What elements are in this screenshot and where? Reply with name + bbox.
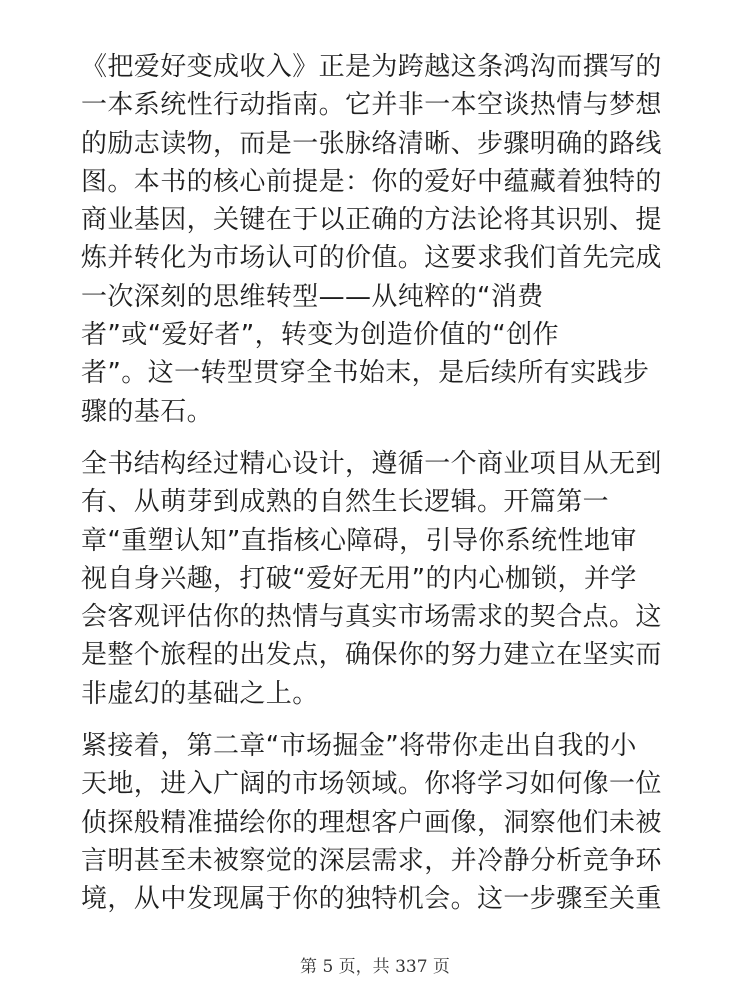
text-line: 非虚幻的基础之上。 [81, 678, 319, 709]
text-line: 视自身兴趣，打破“爱好无用”的内心枷锁，并学 [81, 563, 637, 594]
text-line: 会客观评估你的热情与真实市场需求的契合点。这 [81, 602, 662, 633]
text-line: 炼并转化为市场认可的价值。这要求我们首先完成 [81, 243, 662, 274]
page-number-footer: 第 5 页，共 337 页 [300, 957, 450, 977]
text-line: 者”。这一转型贯穿全书始末，是后续所有实践步 [81, 358, 650, 389]
page-body [81, 48, 681, 933]
text-line: 天地，进入广阔的市场领域。你将学习如何像一位 [81, 769, 662, 800]
text-line: 有、从萌芽到成熟的自然生长逻辑。开篇第一 [81, 487, 610, 518]
paragraph-2 [81, 445, 681, 713]
text-line: 一本系统性行动指南。它并非一本空谈热情与梦想 [81, 90, 662, 121]
text-line: 境，从中发现属于你的独特机会。这一步骤至关重 [81, 884, 662, 915]
text-line: 侦探般精准描绘你的理想客户画像，洞察他们未被 [81, 807, 662, 838]
text-line: 紧接着，第二章“市场掘金”将带你走出自我的小 [81, 731, 637, 762]
text-line: 的励志读物，而是一张脉络清晰、步骤明确的路线 [81, 128, 662, 159]
text-line: 全书结构经过精心设计，遵循一个商业项目从无到 [81, 448, 662, 479]
text-line: 骤的基石。 [81, 396, 214, 427]
text-line: 言明甚至未被察觉的深层需求，并冷静分析竞争环 [81, 845, 662, 876]
paragraph-3 [81, 727, 681, 918]
text-line: 是整个旅程的出发点，确保你的努力建立在坚实而 [81, 640, 662, 671]
text-line: 图。本书的核心前提是：你的爱好中蕴藏着独特的 [81, 166, 662, 197]
text-line: 《把爱好变成收入》正是为跨越这条鸿沟而撰写的 [81, 52, 662, 82]
paragraph-1 [81, 48, 681, 431]
text-line: 者”或“爱好者”，转变为创造价值的“创作 [81, 320, 559, 351]
text-line: 商业基因，关键在于以正确的方法论将其识别、提 [81, 205, 662, 236]
text-line: 一次深刻的思维转型——从纯粹的“消费 [81, 281, 544, 312]
text-line: 章“重塑认知”直指核心障碍，引导你系统性地审 [81, 525, 637, 556]
